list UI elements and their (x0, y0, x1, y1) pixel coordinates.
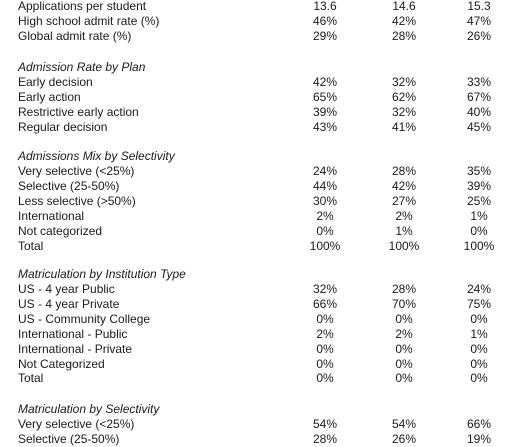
table-row (0, 342, 530, 357)
row-value-col-3: 1% (470, 326, 488, 341)
row-label: Not Categorized (18, 356, 105, 371)
row-value-col-2: 70% (391, 296, 417, 311)
row-value-col-2: 0% (395, 356, 413, 371)
row-value-col-2: 62% (391, 89, 417, 104)
row-value-col-2: 42% (391, 178, 417, 193)
row-value-col-3: 40% (466, 104, 492, 119)
row-label: International (18, 208, 85, 223)
table-row (0, 371, 530, 386)
row-value-col-1: 0% (316, 371, 334, 386)
row-value-col-3: 39% (466, 178, 492, 193)
table-row (0, 282, 530, 297)
row-value-col-3: 35% (466, 164, 492, 178)
row-value-col-1: 39% (312, 104, 338, 119)
table-row (0, 194, 530, 209)
row-value-col-1: 28% (312, 431, 338, 446)
row-value-col-2: 0% (395, 311, 413, 326)
row-value-col-2: 27% (391, 193, 417, 208)
row-value-col-1: 0% (316, 341, 334, 356)
table-row (0, 120, 530, 135)
row-value-col-3: 100% (463, 238, 495, 253)
table-row (0, 417, 530, 432)
row-value-col-2: 28% (391, 164, 417, 178)
row-label: Less selective (>50%) (18, 193, 136, 208)
row-label: Selective (25-50%) (18, 431, 120, 446)
row-value-col-1: 30% (312, 193, 338, 208)
row-value-col-3: 15.3 (467, 0, 491, 13)
section-heading (0, 60, 530, 75)
section-heading (0, 149, 530, 164)
table-row (0, 327, 530, 342)
row-label: Total (18, 371, 44, 386)
row-label: US - 4 year Private (18, 296, 120, 311)
table-row (0, 29, 530, 44)
table-row (0, 75, 530, 90)
table-row (0, 164, 530, 179)
row-value-col-1: 43% (312, 119, 338, 134)
section-heading (0, 402, 530, 417)
table-row (0, 297, 530, 312)
row-value-col-3: 67% (466, 89, 492, 104)
section-heading (0, 267, 530, 282)
table-row (0, 90, 530, 105)
row-value-col-2: 14.6 (392, 0, 416, 13)
row-value-col-3: 45% (466, 119, 492, 134)
row-value-col-3: 0% (470, 341, 488, 356)
row-value-col-2: 54% (391, 417, 417, 431)
row-label: Regular decision (18, 119, 108, 134)
row-value-col-3: 0% (470, 371, 488, 386)
section-heading-text: Matriculation by Institution Type (18, 267, 186, 281)
row-label: Global admit rate (%) (18, 28, 132, 43)
row-value-col-3: 25% (466, 193, 492, 208)
row-value-col-1: 66% (312, 296, 338, 311)
table-row (0, 105, 530, 120)
row-label: High school admit rate (%) (18, 13, 160, 28)
row-value-col-2: 41% (391, 119, 417, 134)
row-value-col-1: 32% (312, 282, 338, 296)
row-value-col-1: 46% (312, 13, 338, 28)
section-heading-text: Admission Rate by Plan (18, 60, 146, 74)
table-row (0, 0, 530, 14)
row-value-col-2: 32% (391, 104, 417, 119)
row-value-col-1: 0% (316, 356, 334, 371)
row-label: Very selective (<25%) (18, 417, 135, 431)
row-value-col-3: 26% (466, 28, 492, 43)
row-value-col-1: 100% (309, 238, 341, 253)
row-value-col-1: 65% (312, 89, 338, 104)
row-value-col-3: 0% (470, 311, 488, 326)
row-label: Early action (18, 89, 81, 104)
row-value-col-1: 29% (312, 28, 338, 43)
table-row (0, 239, 530, 254)
row-value-col-2: 100% (388, 238, 420, 253)
row-label: International - Private (18, 341, 133, 356)
row-label: US - 4 year Public (18, 282, 115, 296)
row-value-col-3: 24% (466, 282, 492, 296)
row-label: Early decision (18, 75, 93, 89)
table-row (0, 209, 530, 224)
row-value-col-1: 54% (312, 417, 338, 431)
table-row (0, 179, 530, 194)
row-value-col-3: 47% (466, 13, 492, 28)
row-value-col-3: 1% (470, 208, 488, 223)
row-value-col-1: 2% (316, 208, 334, 223)
row-value-col-1: 42% (312, 75, 338, 89)
table-row (0, 224, 530, 239)
row-value-col-1: 13.6 (313, 0, 337, 13)
row-label: Very selective (<25%) (18, 164, 135, 178)
row-value-col-1: 2% (316, 326, 334, 341)
row-value-col-2: 1% (395, 223, 413, 238)
row-value-col-2: 32% (391, 75, 417, 89)
table-row (0, 14, 530, 29)
row-value-col-2: 28% (391, 282, 417, 296)
table-row (0, 312, 530, 327)
row-value-col-3: 19% (466, 431, 492, 446)
row-value-col-2: 28% (391, 28, 417, 43)
row-value-col-2: 2% (395, 326, 413, 341)
row-value-col-2: 0% (395, 341, 413, 356)
table-row (0, 357, 530, 372)
row-label: International - Public (18, 326, 128, 341)
row-value-col-1: 0% (316, 223, 334, 238)
row-value-col-2: 26% (391, 431, 417, 446)
row-value-col-2: 42% (391, 13, 417, 28)
row-label: Total (18, 238, 44, 253)
row-label: Selective (25-50%) (18, 178, 120, 193)
row-label: Applications per student (18, 0, 147, 13)
section-heading-text: Matriculation by Selectivity (18, 402, 160, 416)
section-heading-text: Admissions Mix by Selectivity (18, 149, 175, 163)
row-value-col-1: 0% (316, 311, 334, 326)
row-value-col-3: 0% (470, 223, 488, 238)
row-value-col-3: 33% (466, 75, 492, 89)
row-value-col-2: 0% (395, 371, 413, 386)
row-label: Not categorized (18, 223, 103, 238)
row-value-col-1: 24% (312, 164, 338, 178)
row-value-col-3: 0% (470, 356, 488, 371)
row-value-col-2: 2% (395, 208, 413, 223)
row-value-col-3: 75% (466, 296, 492, 311)
row-value-col-1: 44% (312, 178, 338, 193)
row-value-col-3: 66% (466, 417, 492, 431)
row-label: US - Community College (18, 311, 151, 326)
table-row (0, 432, 530, 447)
row-label: Restrictive early action (18, 104, 139, 119)
